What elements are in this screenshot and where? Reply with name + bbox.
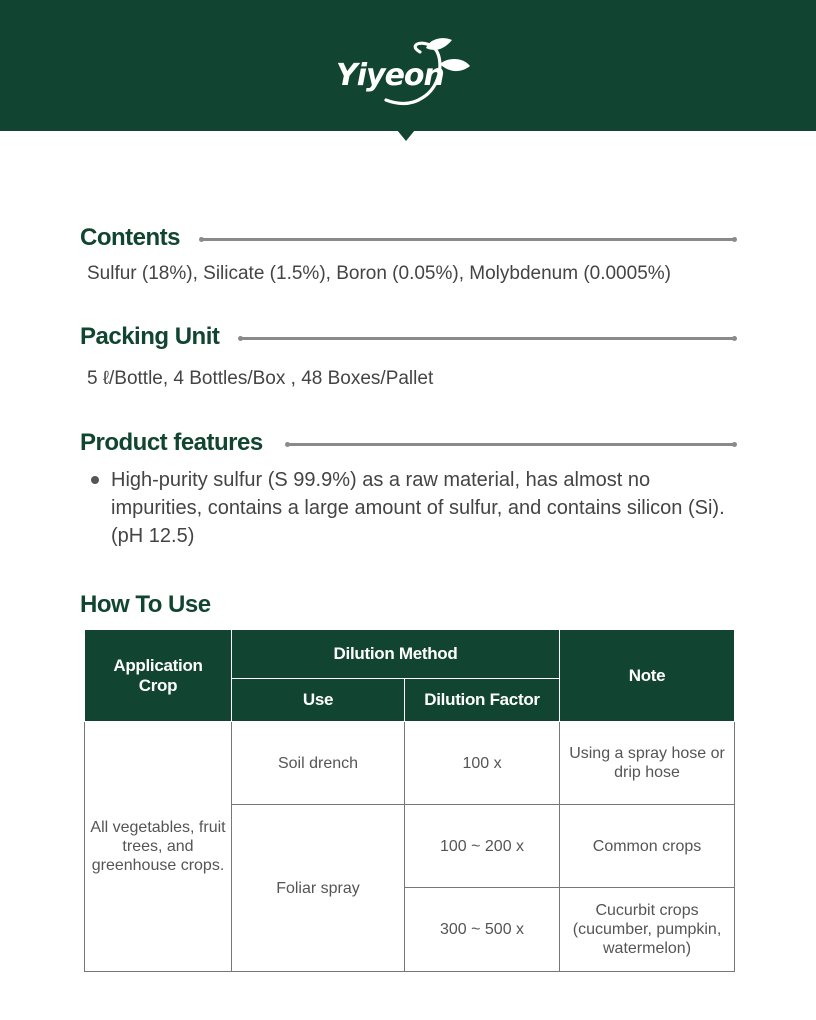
header-dilution-factor: Dilution Factor	[405, 679, 560, 722]
table-row	[85, 722, 735, 805]
crop-cell: All vegetables, fruit trees, and greenhouse crops.	[85, 722, 232, 972]
note-cell: Using a spray hose or drip hose	[560, 722, 735, 805]
bullet-icon	[91, 476, 99, 484]
header-note: Note	[560, 630, 735, 722]
feature-text: High-purity sulfur (S 99.9%) as a raw material, has almost no impurities, contains a large amount of sulfur, and contains silicon (Si). (pH 12.5)	[111, 469, 725, 547]
contents-text: Sulfur (18%), Silicate (1.5%), Boron (0.05%), Molybdenum (0.0005%)	[87, 263, 671, 284]
header-use: Use	[232, 679, 405, 722]
features-title: Product features	[80, 429, 263, 456]
packing-text: 5 ℓ/Bottle, 4 Bottles/Box , 48 Boxes/Pallet	[87, 368, 434, 389]
factor-cell: 100 ~ 200 x	[405, 805, 560, 888]
header-dilution-method: Dilution Method	[232, 630, 560, 679]
note-cell: Cucurbit crops (cucumber, pumpkin, watermelon)	[560, 888, 735, 972]
header-notch	[397, 130, 415, 141]
contents-title: Contents	[80, 224, 180, 251]
features-divider	[288, 443, 734, 446]
logo-text: Yiyeon	[336, 58, 444, 93]
use-cell: Soil drench	[232, 722, 405, 805]
table-header-row	[85, 630, 735, 679]
use-cell: Foliar spray	[232, 805, 405, 972]
brand-logo	[322, 36, 482, 112]
header-application-crop: Application Crop	[85, 630, 232, 722]
usage-table	[84, 629, 735, 972]
feature-item	[88, 466, 738, 550]
contents-divider	[202, 238, 734, 241]
note-cell: Common crops	[560, 805, 735, 888]
factor-cell: 300 ~ 500 x	[405, 888, 560, 972]
packing-divider	[241, 337, 734, 340]
how-to-use-title: How To Use	[80, 591, 211, 618]
packing-title: Packing Unit	[80, 323, 220, 350]
factor-cell: 100 x	[405, 722, 560, 805]
